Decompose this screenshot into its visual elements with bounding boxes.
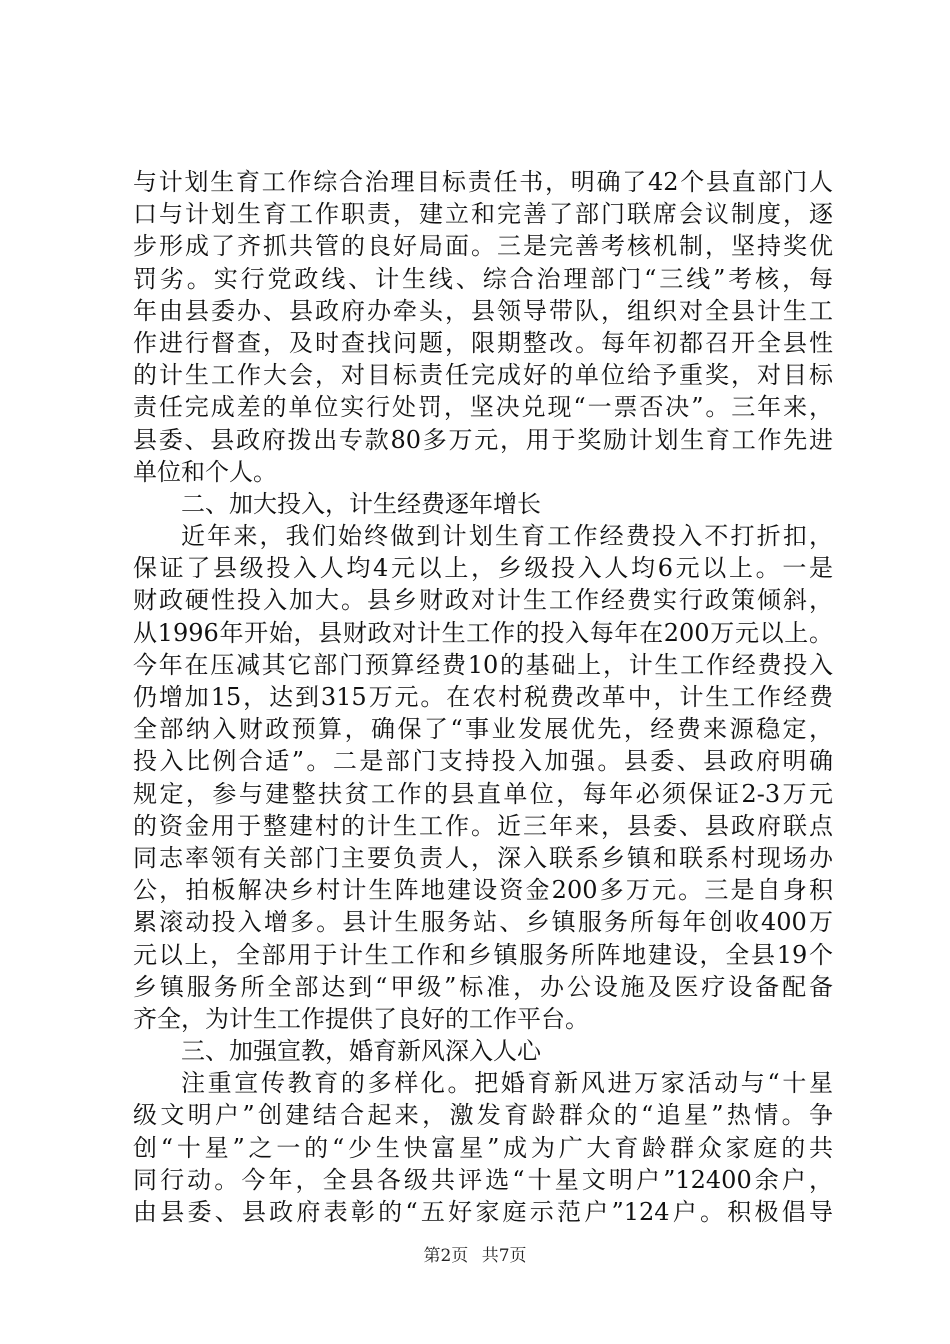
text-line: 从1996年开始，县财政对计生工作的投入每年在200万元以上。 (133, 618, 833, 647)
text-line: 县委、县政府拨出专款80多万元，用于奖励计划生育工作先进 (133, 425, 833, 454)
text-line: 三、加强宣教，婚育新风深入人心 (181, 1037, 541, 1066)
text-line: 责任完成差的单位实行处罚，坚决兑现“一票否决”。三年来， (133, 393, 833, 422)
text-line: 的计生工作大会，对目标责任完成好的单位给予重奖，对目标 (133, 361, 833, 390)
text-line: 投入比例合适”。二是部门支持投入加强。县委、县政府明确 (133, 747, 833, 776)
text-line: 单位和个人。 (133, 457, 277, 486)
text-line: 累滚动投入增多。县计生服务站、乡镇服务所每年创收400万 (133, 908, 833, 937)
text-line: 同行动。今年，全县各级共评选“十星文明户”12400余户， (133, 1165, 833, 1194)
text-line: 罚劣。实行党政线、计生线、综合治理部门“三线”考核，每 (133, 264, 833, 293)
text-line: 今年在压减其它部门预算经费10的基础上，计生工作经费投入 (133, 650, 833, 679)
text-line: 保证了县级投入人均4元以上，乡级投入人均6元以上。一是 (133, 554, 833, 583)
text-line: 财政硬性投入加大。县乡财政对计生工作经费实行政策倾斜， (133, 586, 833, 615)
text-line: 注重宣传教育的多样化。把婚育新风进万家活动与“十星 (181, 1069, 833, 1098)
text-line: 公，拍板解决乡村计生阵地建设资金200多万元。三是自身积 (133, 876, 833, 905)
text-line: 同志率领有关部门主要负责人，深入联系乡镇和联系村现场办 (133, 843, 833, 872)
text-line: 与计划生育工作综合治理目标责任书，明确了42个县直部门人 (133, 168, 833, 196)
text-line: 乡镇服务所全部达到“甲级”标准，办公设施及医疗设备配备 (133, 972, 833, 1001)
text-line: 级文明户”创建结合起来，激发育龄群众的“追星”热情。争 (133, 1101, 833, 1130)
text-line: 口与计划生育工作职责，建立和完善了部门联席会议制度，逐 (133, 200, 833, 229)
text-line: 步形成了齐抓共管的良好局面。三是完善考核机制，坚持奖优 (133, 232, 833, 261)
page-total: 共7页 (481, 1246, 527, 1266)
page-footer (0, 1245, 950, 1267)
text-line: 近年来，我们始终做到计划生育工作经费投入不打折扣， (181, 522, 833, 551)
text-line: 齐全，为计生工作提供了良好的工作平台。 (133, 1004, 589, 1033)
document-body (133, 166, 833, 1228)
text-line: 作进行督查，及时查找问题，限期整改。每年初都召开全县性 (133, 328, 833, 357)
page-number: 第2页 (423, 1246, 469, 1266)
text-line: 仍增加15，达到315万元。在农村税费改革中，计生工作经费 (133, 683, 833, 711)
text-line: 全部纳入财政预算，确保了“事业发展优先，经费来源稳定， (133, 715, 833, 744)
text-line: 的资金用于整建村的计生工作。近三年来，县委、县政府联点 (133, 811, 833, 840)
text-line: 元以上，全部用于计生工作和乡镇服务所阵地建设，全县19个 (133, 940, 833, 969)
text-line: 二、加大投入，计生经费逐年增长 (181, 489, 541, 518)
text-line: 规定，参与建整扶贫工作的县直单位，每年必须保证2-3万元 (133, 779, 833, 808)
text-line: 创“十星”之一的“少生快富星”成为广大育龄群众家庭的共 (133, 1133, 833, 1162)
text-line: 由县委、县政府表彰的“五好家庭示范户”124户。积极倡导 (133, 1198, 833, 1226)
text-line: 年由县委办、县政府办牵头，县领导带队，组织对全县计生工 (133, 296, 833, 325)
